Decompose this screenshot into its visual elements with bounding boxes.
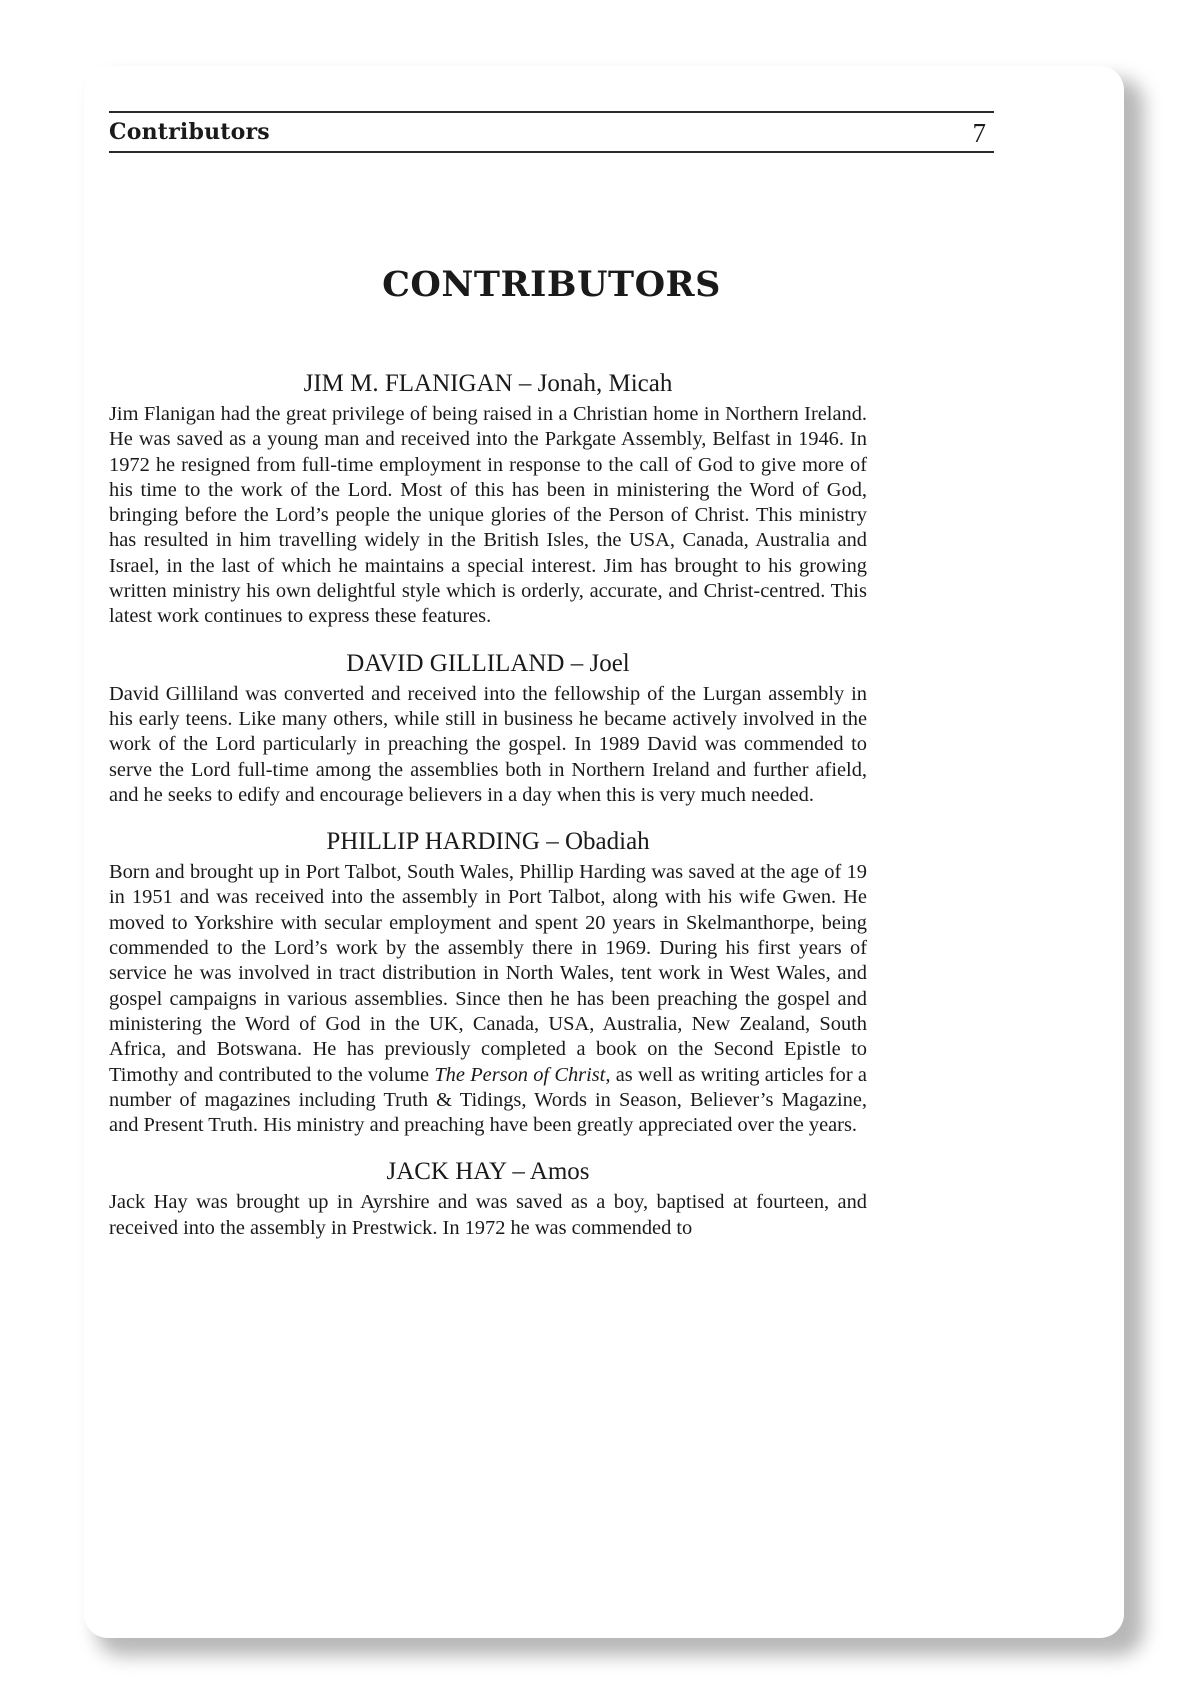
contributor-bio: Jack Hay was brought up in Ayrshire and was saved as a boy, baptised at fourteen, and received into the assembly in Prestwick. In 1972 he was commended to <box>109 1191 867 1239</box>
contributor-entry-flanigan <box>109 368 867 630</box>
contributor-bio: David Gilliland was converted and received into the fellowship of the Lurgan assembly in his early teens. Like many others, while still in business he became actively involved in the work of the Lord particularly in preaching the gospel. In 1989 David was commended to serve the Lord full-time among the assemblies both in Northern Ireland and further afield, and he seeks to edify and encourage believers in a day when this is very much needed. <box>109 682 867 806</box>
contributors-list <box>109 368 867 1241</box>
contributor-entry-gilliland <box>109 648 867 808</box>
contributor-bio: Jim Flanigan had the great privilege of being raised in a Christian home in Northern Ireland. He was saved as a young man and received into the Parkgate Assembly, Belfast in 1946. In 1972 he resigned from full-time employment in response to the call of God to give more of his time to the work of the Lord. Most of this has been in ministering the Word of God, bringing before the Lord’s people the unique glories of the Person of Christ. This ministry has resulted in him travelling widely in the British Isles, the USA, Canada, Australia and Israel, in the last of which he maintains a special interest. Jim has brought to his growing written ministry his own delightful style which is orderly, accurate, and Christ-centred. This latest work continues to express these features. <box>109 403 867 628</box>
running-title: Contributors <box>109 119 270 145</box>
contributor-heading: JACK HAY – Amos <box>386 1158 590 1186</box>
page-number: 7 <box>972 118 986 148</box>
chapter-title: CONTRIBUTORS <box>382 264 721 305</box>
contributor-heading: PHILLIP HARDING – Obadiah <box>326 828 650 856</box>
contributor-entry-hay <box>109 1156 867 1241</box>
bio-text: Born and brought up in Port Talbot, South Wales, Phillip Harding was saved at the age of 19 in 1951 and was received into the assembly in Port Talbot, along with his wife Gwen. He moved to Yorkshire with secular employment and spent 20 years in Skelmanthorpe, being commended to the Lord’s work by the assembly there in 1969. During his first years of service he was involved in tract distribution in North Wales, tent work in West Wales, and gospel campaigns in various assemblies. Since then he has been preaching the gospel and ministering the Word of God in the UK, Canada, USA, Australia, New Zealand, South Africa, and Botswana. He has previously completed a book on the Second Epistle to Timothy and contributed to the volume <box>109 861 867 1086</box>
book-title: The Person of Christ, <box>434 1063 611 1086</box>
contributor-heading: JIM M. FLANIGAN – Jonah, Micah <box>303 370 673 397</box>
running-header <box>109 111 994 153</box>
contributor-entry-harding <box>109 826 867 1138</box>
contributor-bio <box>109 860 867 1138</box>
contributor-heading: DAVID GILLILAND – Joel <box>346 649 630 677</box>
bio-text: as well as writing articles for a number of magazines including Truth & Tidings, Words in Season, Believer’s Magazine, and Present Truth. His ministry and preaching have been greatly appreciated over the years. <box>109 1063 867 1137</box>
